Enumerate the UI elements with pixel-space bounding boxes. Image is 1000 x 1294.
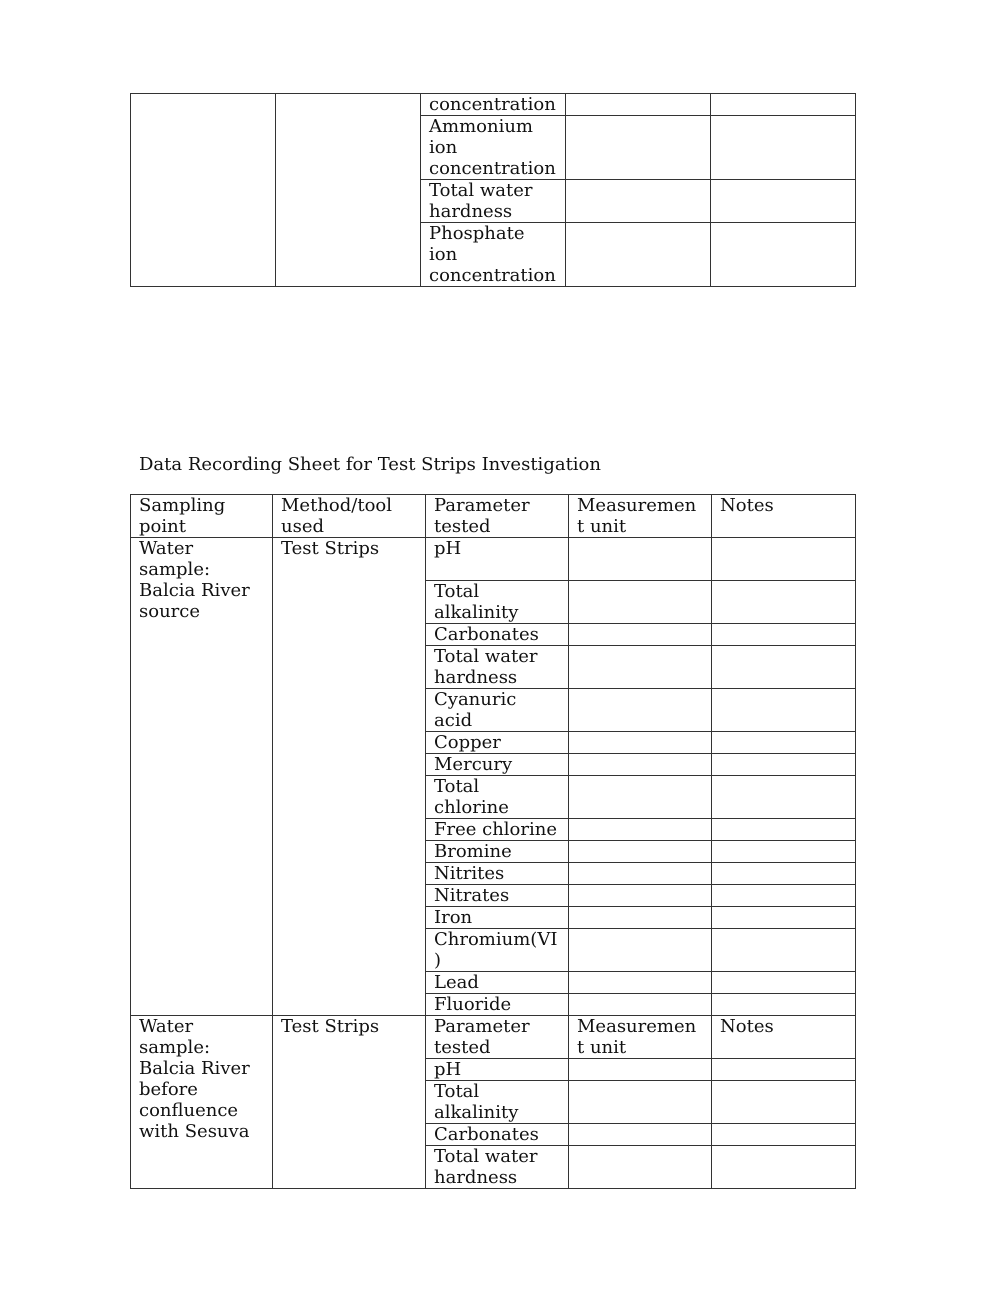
parameter-cell: Ammonium ion concentration bbox=[421, 116, 566, 180]
parameter-cell: Carbonates bbox=[426, 624, 569, 646]
parameter-cell: Total water hardness bbox=[421, 180, 566, 223]
unit-cell bbox=[569, 885, 712, 907]
notes-cell bbox=[712, 646, 856, 689]
method-cell: Test Strips bbox=[273, 1016, 426, 1189]
unit-cell bbox=[569, 1146, 712, 1189]
unit-cell bbox=[569, 819, 712, 841]
subheader-notes: Notes bbox=[712, 1016, 856, 1059]
sampling-point-cell: Water sample: Balcia River source bbox=[131, 538, 273, 1016]
unit-cell bbox=[566, 94, 711, 116]
parameter-cell: Nitrates bbox=[426, 885, 569, 907]
parameter-cell: concentration bbox=[421, 94, 566, 116]
unit-cell bbox=[569, 689, 712, 732]
header-parameter: Parameter tested bbox=[426, 495, 569, 538]
unit-cell bbox=[569, 1081, 712, 1124]
parameter-cell: Copper bbox=[426, 732, 569, 754]
unit-cell bbox=[569, 732, 712, 754]
notes-cell bbox=[712, 972, 856, 994]
method-cell: Test Strips bbox=[273, 538, 426, 1016]
unit-cell bbox=[566, 223, 711, 287]
subheader-parameter: Parameter tested bbox=[426, 1016, 569, 1059]
notes-cell bbox=[712, 776, 856, 819]
unit-cell bbox=[569, 776, 712, 819]
parameter-cell: Fluoride bbox=[426, 994, 569, 1016]
notes-cell bbox=[711, 116, 856, 180]
notes-cell bbox=[712, 624, 856, 646]
parameter-cell: Nitrites bbox=[426, 863, 569, 885]
parameter-cell: Total water hardness bbox=[426, 1146, 569, 1189]
notes-cell bbox=[712, 819, 856, 841]
notes-cell bbox=[712, 732, 856, 754]
unit-cell bbox=[569, 994, 712, 1016]
notes-cell bbox=[712, 907, 856, 929]
table-row bbox=[131, 1016, 856, 1059]
notes-cell bbox=[712, 754, 856, 776]
unit-cell bbox=[566, 116, 711, 180]
notes-cell bbox=[712, 1124, 856, 1146]
notes-cell bbox=[712, 689, 856, 732]
notes-cell bbox=[712, 885, 856, 907]
parameter-cell: pH bbox=[426, 538, 569, 581]
notes-cell bbox=[711, 94, 856, 116]
table-row bbox=[131, 538, 856, 581]
parameter-cell: Carbonates bbox=[426, 1124, 569, 1146]
notes-cell bbox=[712, 1081, 856, 1124]
notes-cell bbox=[712, 581, 856, 624]
notes-cell bbox=[712, 1059, 856, 1081]
parameter-cell: Phosphate ion concentration bbox=[421, 223, 566, 287]
notes-cell bbox=[712, 538, 856, 581]
data-recording-table bbox=[130, 494, 856, 1189]
parameter-cell: Bromine bbox=[426, 841, 569, 863]
notes-cell bbox=[712, 841, 856, 863]
unit-cell bbox=[569, 646, 712, 689]
header-notes: Notes bbox=[712, 495, 856, 538]
unit-cell bbox=[569, 754, 712, 776]
parameter-cell: Total alkalinity bbox=[426, 581, 569, 624]
sampling-point-cell bbox=[131, 94, 276, 287]
parameter-cell: Total alkalinity bbox=[426, 1081, 569, 1124]
unit-cell bbox=[569, 538, 712, 581]
unit-cell bbox=[569, 581, 712, 624]
unit-cell bbox=[569, 972, 712, 994]
unit-cell bbox=[569, 624, 712, 646]
unit-cell bbox=[569, 929, 712, 972]
parameter-cell: Total chlorine bbox=[426, 776, 569, 819]
parameter-cell: Lead bbox=[426, 972, 569, 994]
unit-cell bbox=[566, 180, 711, 223]
continued-table bbox=[130, 93, 856, 287]
parameter-cell: Total water hardness bbox=[426, 646, 569, 689]
header-row bbox=[131, 495, 856, 538]
notes-cell bbox=[712, 863, 856, 885]
unit-cell bbox=[569, 907, 712, 929]
parameter-cell: Cyanuric acid bbox=[426, 689, 569, 732]
header-method: Method/tool used bbox=[273, 495, 426, 538]
header-unit: Measuremen t unit bbox=[569, 495, 712, 538]
table-caption: Data Recording Sheet for Test Strips Investigation bbox=[139, 454, 601, 475]
method-cell bbox=[276, 94, 421, 287]
parameter-cell: Iron bbox=[426, 907, 569, 929]
unit-cell bbox=[569, 1059, 712, 1081]
notes-cell bbox=[711, 180, 856, 223]
parameter-cell: pH bbox=[426, 1059, 569, 1081]
parameter-cell: Mercury bbox=[426, 754, 569, 776]
notes-cell bbox=[712, 1146, 856, 1189]
parameter-cell: Chromium(VI ) bbox=[426, 929, 569, 972]
notes-cell bbox=[712, 929, 856, 972]
notes-cell bbox=[712, 994, 856, 1016]
parameter-cell: Free chlorine bbox=[426, 819, 569, 841]
subheader-unit: Measuremen t unit bbox=[569, 1016, 712, 1059]
unit-cell bbox=[569, 863, 712, 885]
unit-cell bbox=[569, 1124, 712, 1146]
sampling-point-cell: Water sample: Balcia River before confluence with Sesuva bbox=[131, 1016, 273, 1189]
notes-cell bbox=[711, 223, 856, 287]
unit-cell bbox=[569, 841, 712, 863]
header-sampling-point: Sampling point bbox=[131, 495, 273, 538]
